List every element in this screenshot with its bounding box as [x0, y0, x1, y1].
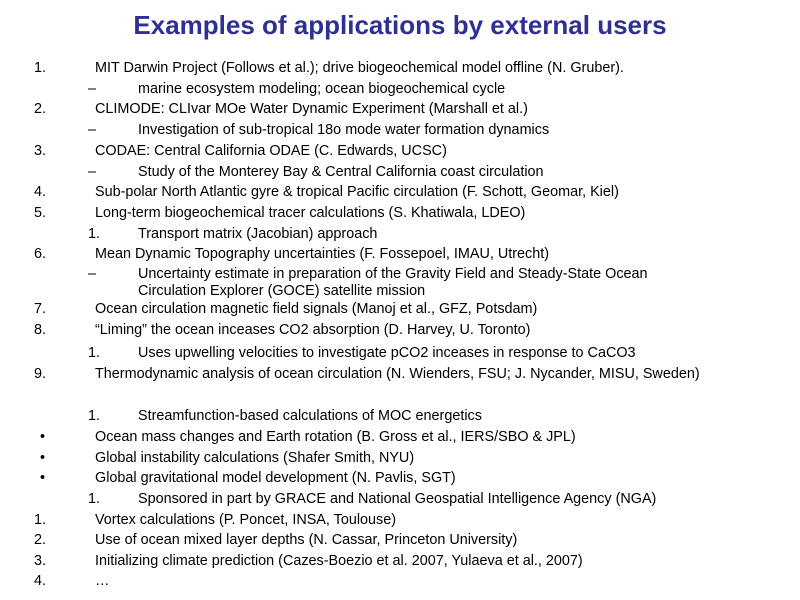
list-item [0, 512, 735, 529]
list-item [0, 429, 735, 446]
list-item [0, 470, 735, 487]
list-marker: 2. [34, 532, 47, 548]
list-item [0, 553, 735, 570]
list-marker: • [40, 450, 46, 466]
list-text: Uses upwelling velocities to investigate pCO2 inceases in response to CaCO3 [138, 345, 636, 361]
list-marker: 5. [34, 205, 47, 221]
sub-list-item [0, 491, 708, 508]
list-marker: 6. [34, 246, 47, 262]
list-text: Initializing climate prediction (Cazes-Boezio et al. 2007, Yulaeva et al., 2007) [95, 553, 583, 569]
list-item [0, 450, 735, 467]
list-text: Global instability calculations (Shafer Smith, NYU) [95, 450, 415, 466]
list-item [0, 246, 735, 263]
list-text: “Liming” the ocean inceases CO2 absorption (D. Harvey, U. Toronto) [95, 322, 531, 338]
list-item [0, 573, 735, 590]
list-marker: • [40, 470, 46, 486]
list-marker: 4. [34, 573, 47, 589]
list-text: marine ecosystem modeling; ocean biogeochemical cycle [138, 81, 506, 97]
list-item [0, 322, 735, 339]
page-title: Examples of applications by external users [133, 10, 667, 40]
list-text: Mean Dynamic Topography uncertainties (F. Fossepoel, IMAU, Utrecht) [95, 246, 550, 262]
sub-list-item [0, 345, 708, 362]
list-text: Use of ocean mixed layer depths (N. Cassar, Princeton University) [95, 532, 518, 548]
list-text: Sub-polar North Atlantic gyre & tropical Pacific circulation (F. Schott, Geomar, Kiel) [95, 184, 619, 200]
list-item [0, 366, 735, 383]
list-text: CLIMODE: CLIvar MOe Water Dynamic Experiment (Marshall et al.) [95, 101, 528, 117]
list-item [0, 143, 735, 160]
list-marker: 7. [34, 301, 47, 317]
sub-list-item [0, 226, 708, 243]
list-marker: – [88, 266, 97, 282]
list-text: Vortex calculations (P. Poncet, INSA, Toulouse) [95, 512, 397, 528]
list-text: Sponsored in part by GRACE and National Geospatial Intelligence Agency (NGA) [138, 491, 657, 507]
list-marker: 1. [34, 512, 47, 528]
list-marker: 9. [34, 366, 47, 382]
list-marker: 8. [34, 322, 47, 338]
list-marker: – [88, 164, 97, 180]
sub-list-item [0, 81, 708, 98]
list-marker: 4. [34, 184, 47, 200]
list-item [0, 205, 735, 222]
list-item [0, 60, 735, 77]
sub-list-item [0, 408, 708, 425]
list-text: MIT Darwin Project (Follows et al.); drive biogeochemical model offline (N. Gruber). [95, 60, 624, 76]
list-text: Thermodynamic analysis of ocean circulation (N. Wienders, FSU; J. Nycander, MISU, Sweden) [95, 366, 700, 382]
list-marker: 1. [88, 226, 101, 242]
list-marker: 2. [34, 101, 47, 117]
list-marker: – [88, 122, 97, 138]
list-item [0, 301, 735, 318]
list-text: Ocean mass changes and Earth rotation (B. Gross et al., IERS/SBO & JPL) [95, 429, 576, 445]
list-text: … [95, 573, 110, 589]
list-text: Uncertainty estimate in preparation of the Gravity Field and Steady-State Ocean Circulation Explorer (GOCE) satellite mission [138, 266, 648, 299]
sub-list-item [0, 122, 708, 139]
list-text: Ocean circulation magnetic field signals (Manoj et al., GFZ, Potsdam) [95, 301, 538, 317]
list-text: Study of the Monterey Bay & Central California coast circulation [138, 164, 544, 180]
list-marker: 1. [88, 408, 101, 424]
list-marker: – [88, 81, 97, 97]
list-marker: 3. [34, 143, 47, 159]
list-text: Long-term biogeochemical tracer calculations (S. Khatiwala, LDEO) [95, 205, 526, 221]
sub-list-item [0, 164, 708, 181]
list-item [0, 101, 735, 118]
list-marker: 1. [34, 60, 47, 76]
list-item [0, 532, 735, 549]
list-text: Global gravitational model development (N. Pavlis, SGT) [95, 470, 456, 486]
list-marker: 3. [34, 553, 47, 569]
list-text: CODAE: Central California ODAE (C. Edwards, UCSC) [95, 143, 447, 159]
list-marker: • [40, 429, 46, 445]
list-marker: 1. [88, 345, 101, 361]
list-text: Streamfunction-based calculations of MOC energetics [138, 408, 482, 424]
sub-list-item [0, 266, 708, 300]
list-marker: 1. [88, 491, 101, 507]
list-text: Transport matrix (Jacobian) approach [138, 226, 378, 242]
list-item [0, 184, 735, 201]
list-text: Investigation of sub-tropical 18o mode water formation dynamics [138, 122, 550, 138]
